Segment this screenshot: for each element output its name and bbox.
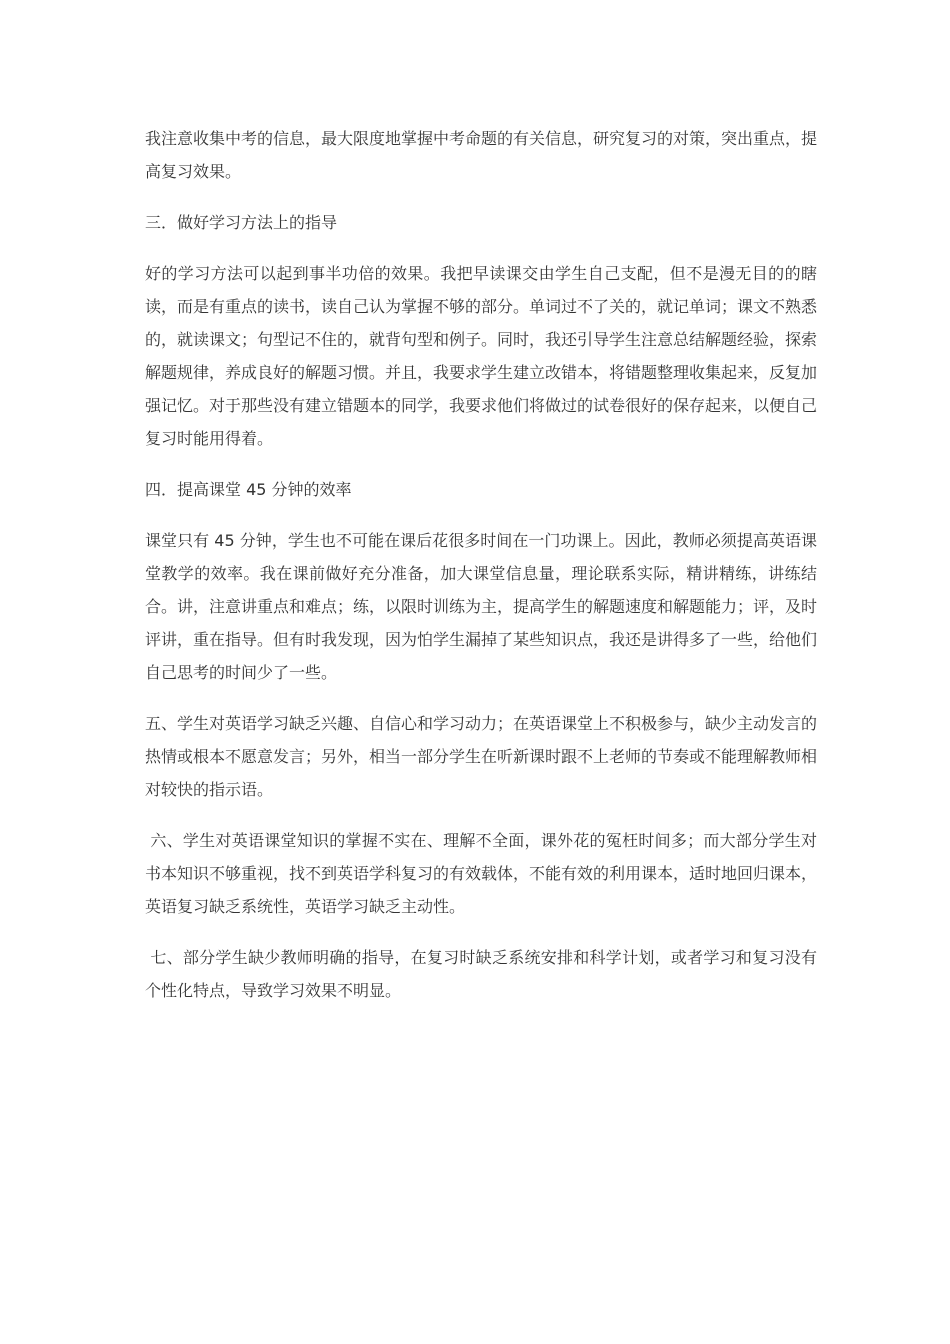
paragraph-problem-six: 六、学生对英语课堂知识的掌握不实在、理解不全面，课外花的冤枉时间多；而大部分学生对书本知识不够重视，找不到英语学科复习的有效载体，不能有效的利用课本，适时地回归课本，英语复习缺乏系统性，英语学习缺乏主动性。 — [145, 831, 818, 916]
paragraph-classroom-efficiency: 课堂只有 45 分钟，学生也不可能在课后花很多时间在一门功课上。因此，教师必须提高英语课堂教学的效率。我在课前做好充分准备，加大课堂信息量，理论联系实际，精讲精练，讲练结合。讲，注意讲重点和难点；练，以限时训练为主，提高学生的解题速度和解题能力；评，及时评讲，重在指导。但有时我发现，因为怕学生漏掉了某些知识点，我还是讲得多了一些，给他们自己思考的时间少了一些。 — [145, 531, 818, 682]
paragraph-problem-five: 五、学生对英语学习缺乏兴趣、自信心和学习动力；在英语课堂上不积极参与，缺少主动发言的热情或根本不愿意发言；另外，相当一部分学生在听新课时跟不上老师的节奏或不能理解教师相对较快的指示语。 — [145, 714, 818, 799]
paragraph-learning-methods: 好的学习方法可以起到事半功倍的效果。我把早读课交由学生自己支配，但不是漫无目的的瞎读，而是有重点的读书，读自己认为掌握不够的部分。单词过不了关的，就记单词；课文不熟悉的，就读课文；句型记不住的，就背句型和例子。同时，我还引导学生注意总结解题经验，探索解题规律，养成良好的解题习惯。并且，我要求学生建立改错本，将错题整理收集起来，反复加强记忆。对于那些没有建立错题本的同学，我要求他们将做过的试卷很好的保存起来，以便自己复习时能用得着。 — [145, 264, 818, 448]
heading-classroom-efficiency: 四．提高课堂 45 分钟的效率 — [145, 480, 352, 499]
document-body — [145, 122, 817, 1025]
paragraph-exam-info: 我注意收集中考的信息，最大限度地掌握中考命题的有关信息，研究复习的对策，突出重点，提高复习效果。 — [145, 129, 818, 181]
heading-learning-methods: 三．做好学习方法上的指导 — [145, 213, 338, 232]
paragraph-problem-seven: 七、部分学生缺少教师明确的指导，在复习时缺乏系统安排和科学计划，或者学习和复习没有个性化特点，导致学习效果不明显。 — [145, 948, 817, 1000]
